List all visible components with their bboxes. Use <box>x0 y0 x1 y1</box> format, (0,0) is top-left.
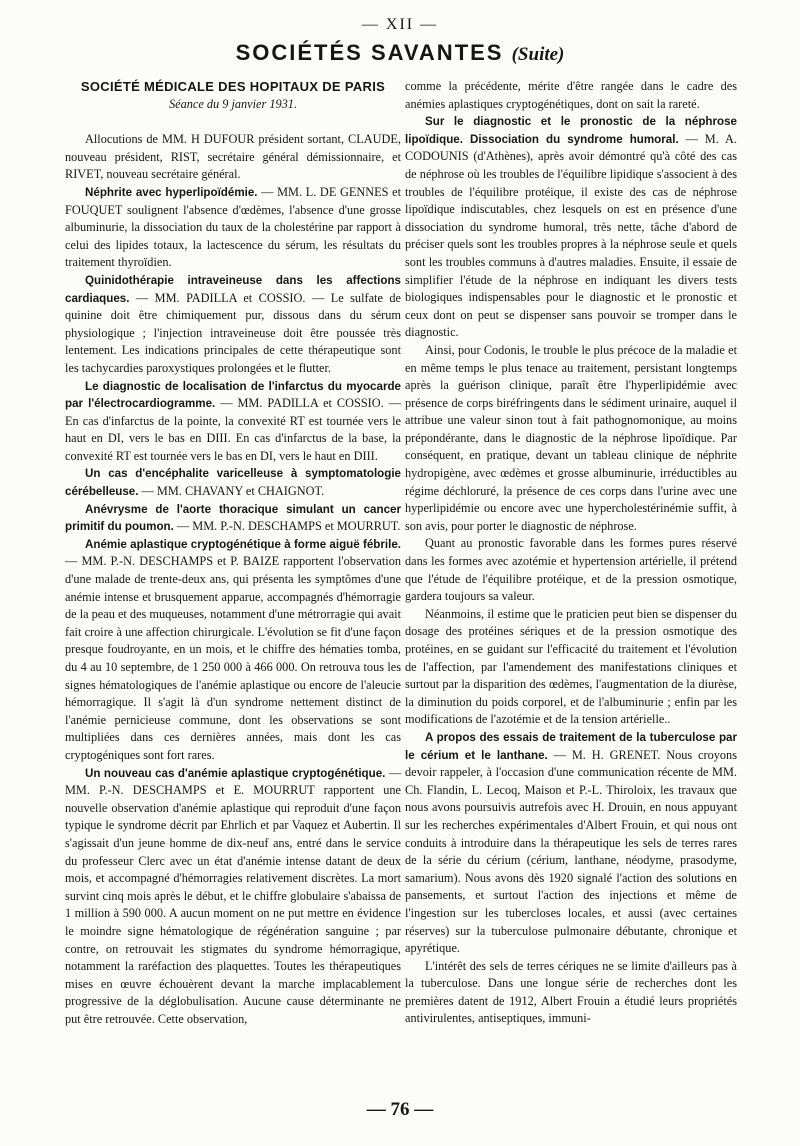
article-text: — MM. P.-N. DESCHAMPS et MOURRUT. <box>173 519 401 534</box>
article-paragraph <box>65 536 401 765</box>
session-date: Séance du 9 janvier 1931. <box>168 96 298 111</box>
right-column <box>405 78 737 1028</box>
title-suffix: (Suite) <box>511 44 565 65</box>
article-heading: Sur le diagnostic et le pronostic de la néphrose lipoïdique. Dissociation du syndrome humoral. <box>405 115 737 146</box>
article-text: — MM. L. DE GENNES et FOUQUET soulignent l'absence d'œdèmes, l'absence d'une grosse albuminurie, la dissociation du taux de la cholestérine par rapport à celui des lipides totaux, la lactescence du sérum, les résultats du traitement thyroïdien. <box>65 184 401 270</box>
article-paragraph <box>405 729 737 958</box>
article-text: comme la précédente, mérite d'être rangée dans le cadre des anémies aplastiques cryptogénétiques, dont on sait la rareté. <box>405 79 737 111</box>
article-paragraph <box>65 131 401 184</box>
section-title: SOCIÉTÉ MÉDICALE DES HOPITAUX DE PARIS <box>80 79 386 94</box>
article-paragraph <box>405 958 737 1028</box>
page-number: — 76 — <box>366 1099 434 1120</box>
article-text: Néanmoins, il estime que le praticien peut bien se dispenser du dosage des protéines sériques et de la pression osmotique des protéines, en se guidant sur l'efficacité du traitement et l'évolution de l'affection, par l'amendement des manifestations cliniques et surtout par la disparition des œdèmes, l'augmentation de la diurèse, la diminution du poids corporel, et de l'albuminurie ; enfin par les modifications de l'azotémie et de la tension artérielle.. <box>405 606 737 727</box>
article-paragraph <box>405 606 737 729</box>
article-text: — M. A. CODOUNIS (d'Athènes), après avoir démontré qu'à côté des cas de néphrose où les troubles de l'équilibre lipidique s'associent à des troubles de l'équilibre protéique, il existe des cas de néphrose lipoïdique indiscutables, chez lesquels on est en présence d'une dissociation du syndrome humoral, très nette, tâche d'abord de préciser quels sont les troubles propres à la néphrose seule et quels sont les troubles communs à d'autres maladies. Ensuite, il essaie de simplifier l'étude de la néphrose en indiquant les divers tests biologiques indispensables pour le diagnostic et le pronostic et ceux dont on peut se dispenser sans pouvoir se tromper dans le diagnostic. <box>405 131 737 340</box>
article-heading: Un nouveau cas d'anémie aplastique cryptogénétique. <box>85 766 386 780</box>
article-text: L'intérêt des sels de terres cériques ne se limite d'ailleurs pas à la tuberculose. Dans une longue série de recherches dont les premières datent de 1912, Albert Frouin a étudié leurs propriétés antivirulentes, antiseptiques, immuni- <box>405 958 737 1026</box>
article-paragraph <box>405 535 737 605</box>
page-title <box>0 40 800 66</box>
article-text: Quant au pronostic favorable dans les formes pures réservé dans les formes avec azotémie et hypertension artérielle, il prétend que l'étude de l'équilibre protéique, et de la pression osmotique, gardera toujours sa valeur. <box>405 536 737 604</box>
article-paragraph <box>405 78 737 113</box>
article-text: Ainsi, pour Codonis, le trouble le plus précoce de la maladie et en même temps le plus tenace au traitement, persistant longtemps après la guérison clinique, paraît être l'hyperlipidémie avec présence de corps biréfringents dans le sédiment urinaire, auquel il attribue une valeur sinon tout à fait pathognomonique, au moins prépondérante, dans le diagnostic de la néphrose lipoïdique. Par conséquent, en pratique, devant un tableau clinique de néphrite hydropigène, avec œdèmes et grosse albuminurie, irréductibles au régime déchloruré, la présence de ces corps dans l'urine avec une hyperlipidémie ou encore avec une hypercholestérinémie suffit, à son avis, pour porter le diagnostic de néphrose. <box>405 342 737 533</box>
article-paragraph <box>65 765 401 1029</box>
right-paragraphs <box>405 78 737 1028</box>
article-text: — MM. PADILLA et COSSIO. — En cas d'infarctus de la pointe, la convexité RT est tournée vers le haut en DI, vers le bas en DIII. En cas d'infarctus de la base, la convexité RT est tournée vers le bas en DI, vers le haut en DIII. <box>65 396 401 463</box>
article-paragraph <box>405 342 737 536</box>
article-paragraph <box>65 378 401 466</box>
article-text: — MM. CHAVANY et CHAIGNOT. <box>138 484 325 499</box>
article-text: — MM. P.-N. DESCHAMPS et P. BAIZE rapportent l'observation d'une malade de trente-deux ans, qui présenta les symptômes d'une anémie intense et brusquement apparue, accompagnés d'hémorragie de la peau et des muqueuses, notamment d'une métrorragie qui avait fait croire à une affection chirurgicale. L'évolution se fit d'une façon presque foudroyante, en un mois, et le chiffre des hématies tomba, du 4 au 10 septembre, de 1 250 000 à 466 000. On retrouva tous les signes hématologiques de l'anémie aplastique ou encore de l'aleucie hémorragique. Il s'agit là d'un syndrome nettement distinct de l'anémie pernicieuse commune, dont les observations se sont multipliées dans ces dernières années, mais dont les cas cryptogéniques sont fort rares. <box>65 554 401 762</box>
article-heading: Le diagnostic de localisation de l'infarctus du myocarde par l'électrocardiogramme. <box>65 379 401 411</box>
article-text: — MM. P.-N. DESCHAMPS et E. MOURRUT rapportent une nouvelle observation d'anémie aplastique qui reproduit d'une façon typique le syndrome décrit par Ehrlich et par Vaquez et Aubertin. Il s'agissait d'un jeune homme de dix-neuf ans, entré dans le service du professeur Clerc avec un état d'anémie intense datant de deux mois, et accompagné d'hémorragies relativement discrètes. La mort survint cinq mois après le début, et le chiffre globulaire s'abaissa de 1 million à 590 000. A aucun moment on ne put mettre en évidence le moindre signe hématologique de régénération sanguine ; par contre, on retrouvait les stigmates du syndrome hémorragique, notamment la raréfaction des plaquettes. Toutes les thérapeutiques mises en œuvre échouèrent devant la marche implacablement progressive de la déglobulisation. Aucune cause déterminante ne put être retrouvée. Cette observation, <box>65 765 401 1026</box>
article-paragraph <box>65 465 401 500</box>
article-heading: Anémie aplastique cryptogénétique à forme aiguë fébrile. <box>85 537 401 551</box>
left-paragraphs <box>65 131 401 1028</box>
article-paragraph <box>405 113 737 342</box>
article-text: — MM. PADILLA et COSSIO. — Le sulfate de quinine doit être chimiquement pur, dissous dans du sérum physiologique ; l'injection intraveineuse doit être poussée très lentement. Les indications principales de cette thérapeutique sont les tachycardies paroxystiques prolongées et le flutter. <box>65 290 401 375</box>
page-roman-numeral: — XII — <box>361 16 439 33</box>
left-column <box>65 78 401 1028</box>
article-heading: Quinidothérapie intraveineuse dans les affections cardiaques. <box>65 273 401 305</box>
title-text: SOCIÉTÉS SAVANTES <box>235 40 504 65</box>
article-heading: Un cas d'encéphalite varicelleuse à symptomatologie cérébelleuse. <box>65 467 401 499</box>
article-text: — M. H. GRENET. Nous croyons devoir rappeler, à l'occasion d'une communication récente de MM. Ch. Flandin, L. Lecoq, Maison et P.-L. Thiroloix, les travaux que nous avons poursuivis autrefois avec H. Drouin, en nous appuyant sur les recherches expérimentales d'Albert Frouin, et qui nous ont conduits à introduire dans la thérapeutique les sels de terres rares de la série du cérium (cérium, lanthane, néodyme, prasodyme, samarium). Nous avons dès 1920 signalé l'action des solutions en pansements, et surtout l'action des injections et même de l'ingestion sur les tubercloses locales, et aussi (avec certaines réserves) sur la tuberculose pulmonaire débutante, chronique et apyrétique. <box>405 747 737 956</box>
article-paragraph <box>65 272 401 378</box>
article-heading: A propos des essais de traitement de la tuberculose par le cérium et le lanthane. <box>405 730 737 762</box>
article-paragraph <box>65 184 401 272</box>
article-text: Allocutions de MM. H DUFOUR président sortant, CLAUDE, nouveau président, RIST, secrétaire général démissionnaire, et RIVET, nouveau secrétaire général. <box>65 132 401 182</box>
article-heading: Anévrysme de l'aorte thoracique simulant un cancer primitif du poumon. <box>65 502 401 534</box>
article-paragraph <box>65 501 401 536</box>
article-heading: Néphrite avec hyperlipoïdémie. <box>85 185 258 199</box>
